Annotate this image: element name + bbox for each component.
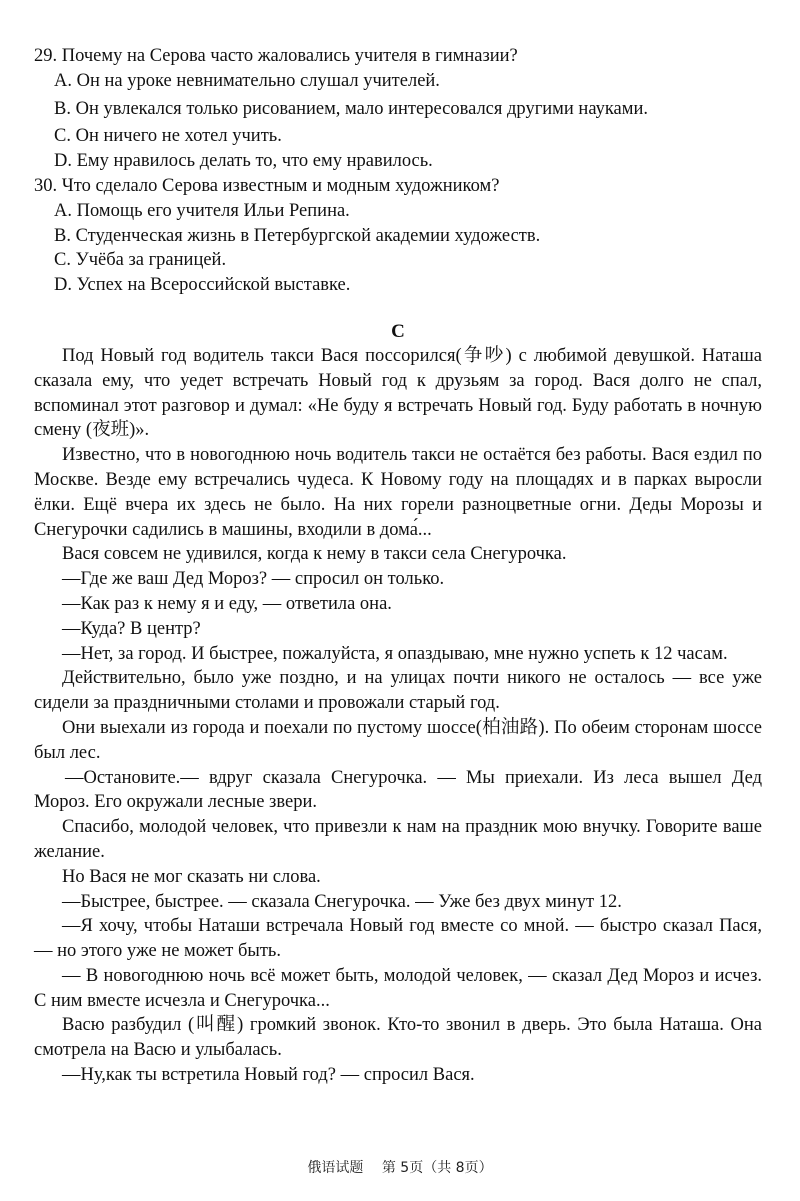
- option-d: D. Успех на Всероссийской выставке.: [54, 275, 351, 296]
- page-footer: [0, 1157, 800, 1177]
- dialogue-line: —Ну,как ты встретила Новый год? — спросил Вася.: [62, 1065, 475, 1086]
- exam-page: [34, 44, 762, 1088]
- option-a: A. Помощь его учителя Ильи Репина.: [54, 200, 350, 221]
- question-stem: 30. Что сделало Серова известным и модным художником?: [34, 175, 500, 196]
- dialogue-line: —Где же ваш Дед Мороз? — спросил он только.: [62, 569, 445, 590]
- option-a: A. Он на уроке невнимательно слушал учителей.: [54, 70, 440, 91]
- reading-passage: [34, 344, 762, 1088]
- option-b: B. Он увлекался только рисованием, мало интересовался другими науками.: [54, 98, 648, 119]
- option-d: D. Ему нравилось делать то, что ему нравилось.: [54, 151, 433, 172]
- passage-paragraph: Спасибо, молодой человек, что привезли к нам на праздник мою внучку. Говорите ваше желание.: [34, 817, 762, 862]
- footer-subject: 俄语试题: [307, 1160, 364, 1176]
- passage-paragraph: Они выехали из города и поехали по пустому шоссе(柏油路). По обеим сторонам шоссе был лес.: [34, 717, 762, 763]
- dialogue-line: —Остановите.— вдруг сказала Снегурочка. — Мы приехали. Из леса вышел Дед Мороз. Его окружали лесные звери.: [34, 767, 762, 813]
- option-b: B. Студенческая жизнь в Петербургской академии художеств.: [54, 225, 541, 246]
- section-title: С: [391, 320, 405, 342]
- question-stem: 29. Почему на Серова часто жаловались учителя в гимназии?: [34, 46, 518, 66]
- passage-paragraph: Известно, что в новогоднюю ночь водитель такси не остаётся без работы. Вася ездил по Москве. Везде ему встречались чудеса. К Новому году на площадях и в парках выросли ёлки. Ещё вчера их здесь не было. На них горели разноцветные огни. Деды Морозы и Снегурочки садились в машины, входили в дома́...: [34, 445, 762, 540]
- dialogue-line: — В новогоднюю ночь всё может быть, молодой человек, — сказал Дед Мороз и исчез. С ним вместе исчезла и Снегурочка...: [34, 965, 762, 1011]
- passage-paragraph: Вася совсем не удивился, когда к нему в такси села Снегурочка.: [62, 544, 567, 565]
- dialogue-line: —Как раз к нему я и еду, — ответила она.: [62, 593, 392, 614]
- passage-paragraph: Но Вася не мог сказать ни слова.: [62, 866, 321, 887]
- footer-page-number: 第 5页（共 8页）: [381, 1160, 493, 1176]
- option-c: C. Он ничего не хотел учить.: [54, 126, 282, 147]
- question-29: [34, 44, 762, 174]
- passage-paragraph: Под Новый год водитель такси Вася поссорился(争吵) с любимой девушкой. Наташа сказала ему, что уедет встречать Новый год к друзьям за город. Вася долго не спал, вспоминал этот разговор и думал: «Не буду я встречать Новый год. Буду работать в ночную смену (夜班)».: [34, 345, 762, 441]
- question-30: [34, 174, 762, 298]
- passage-paragraph: Васю разбудил (叫醒) громкий звонок. Кто-то звонил в дверь. Это была Наташа. Она смотрела на Васю и улыбалась.: [34, 1015, 762, 1061]
- option-c: C. Учёба за границей.: [54, 250, 227, 271]
- dialogue-line: —Нет, за город. И быстрее, пожалуйста, я опаздываю, мне нужно успеть к 12 часам.: [62, 643, 728, 664]
- dialogue-line: —Быстрее, быстрее. — сказала Снегурочка. — Уже без двух минут 12.: [62, 891, 622, 912]
- dialogue-line: —Куда? В центр?: [62, 618, 201, 639]
- passage-paragraph: Действительно, было уже поздно, и на улицах почти никого не осталось — все уже сидели за праздничными столами и провожали старый год.: [34, 668, 762, 714]
- dialogue-line: —Я хочу, чтобы Наташи встречала Новый год вместе со мной. — быстро сказал Пася, — но этого уже не может быть.: [34, 916, 762, 962]
